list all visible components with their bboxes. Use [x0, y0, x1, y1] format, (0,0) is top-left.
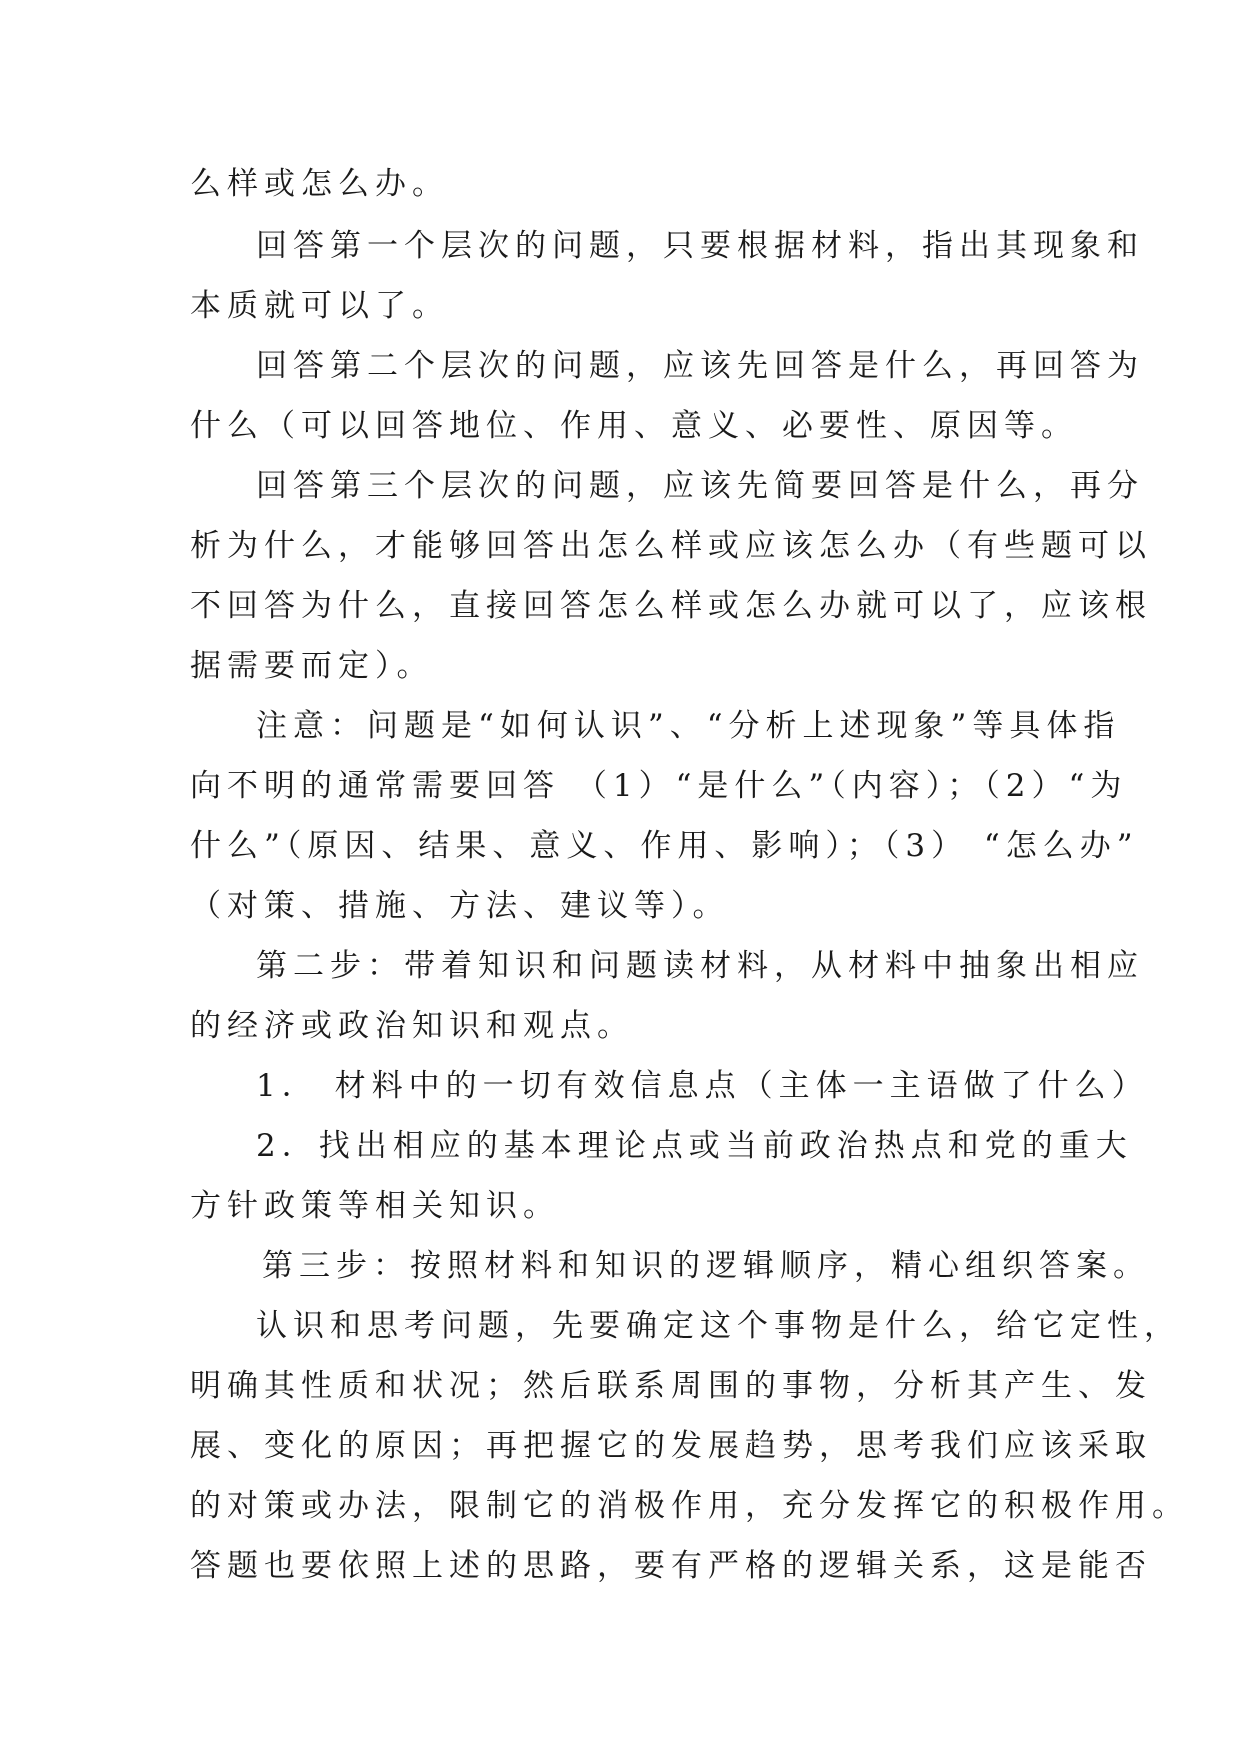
- text-line: 第二步：带着知识和问题读材料，从材料中抽象出相应: [256, 948, 1144, 984]
- text-line: 的经济或政治知识和观点。: [190, 1008, 634, 1044]
- text-line: 第三步：按照材料和知识的逻辑顺序，精心组织答案。: [262, 1248, 1150, 1284]
- text-line: 么样或怎么办。: [190, 166, 449, 202]
- text-line: （对策、措施、方法、建议等）。: [190, 888, 730, 924]
- text-line: 什么”（原因、结果、意义、作用、影响）；（3） “怎么办”: [190, 828, 1139, 864]
- text-line: 向不明的通常需要回答 （1）“是什么”（内容）；（2）“为: [190, 768, 1128, 804]
- text-line: 析为什么，才能够回答出怎么样或应该怎么办（有些题可以: [190, 528, 1152, 564]
- text-line: 2．找出相应的基本理论点或当前政治热点和党的重大: [256, 1128, 1133, 1164]
- text-line: 注意：问题是“如何认识”、“分析上述现象”等具体指: [256, 708, 1121, 744]
- text-line: 据需要而定）。: [190, 648, 434, 684]
- text-line: 方针政策等相关知识。: [190, 1188, 560, 1224]
- text-line: 展、变化的原因；再把握它的发展趋势，思考我们应该采取: [190, 1428, 1152, 1464]
- text-line: 回答第一个层次的问题，只要根据材料，指出其现象和: [256, 228, 1144, 264]
- text-line: 1． 材料中的一切有效信息点（主体一主语做了什么）: [256, 1068, 1149, 1104]
- text-line: 不回答为什么，直接回答怎么样或怎么办就可以了，应该根: [190, 588, 1152, 624]
- text-line: 答题也要依照上述的思路，要有严格的逻辑关系，这是能否: [190, 1548, 1152, 1584]
- text-line: 回答第二个层次的问题，应该先回答是什么，再回答为: [256, 348, 1144, 384]
- text-line: 明确其性质和状况；然后联系周围的事物，分析其产生、发: [190, 1368, 1152, 1404]
- text-line: 回答第三个层次的问题，应该先简要回答是什么，再分: [256, 468, 1144, 504]
- text-line: 本质就可以了。: [190, 288, 449, 324]
- text-line: 认识和思考问题，先要确定这个事物是什么，给它定性，: [256, 1308, 1181, 1344]
- text-line: 的对策或办法，限制它的消极作用，充分发挥它的积极作用。: [190, 1488, 1189, 1524]
- text-line: 什么（可以回答地位、作用、意义、必要性、原因等。: [190, 408, 1078, 444]
